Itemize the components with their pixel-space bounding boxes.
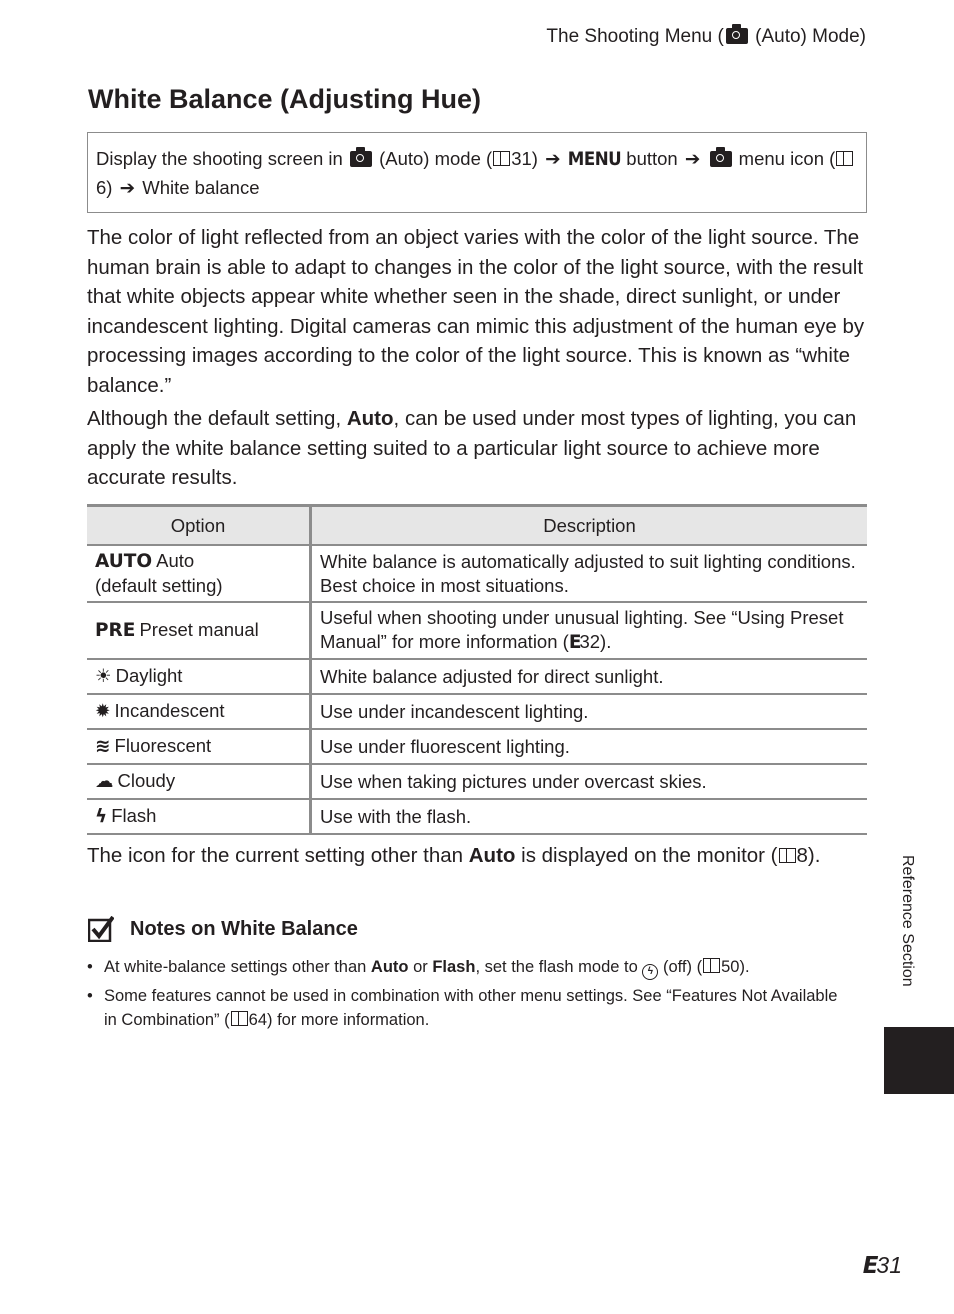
option-cell xyxy=(87,545,311,602)
description-cell: Use with the flash. xyxy=(311,799,868,834)
page-reference-icon xyxy=(493,151,510,166)
arrow-right-icon: ➔ xyxy=(119,177,136,198)
nav-text: 31) xyxy=(511,148,544,169)
intro-paragraph: The color of light reflected from an object varies with the color of the light source. The human brain is able to adapt to changes in the color of the light source, with the result that white objects appear white whether seen in the shade, direct sunlight, or under incandescent lighting. Digital cameras can mimic this adjustment of the human eye by processing images according to the color of the light source. This is known as “white balance.” xyxy=(87,226,865,397)
text: 8). xyxy=(796,844,821,867)
text: The icon for the current setting other than xyxy=(87,844,469,867)
reference-section-icon: E xyxy=(862,1253,877,1279)
option-label: Auto xyxy=(156,550,195,571)
option-cell xyxy=(87,729,311,764)
option-label: Incandescent xyxy=(114,700,225,721)
current-setting-paragraph xyxy=(87,841,867,871)
notes-heading xyxy=(88,916,358,942)
white-balance-options-table xyxy=(87,504,867,835)
cloudy-icon: ☁ xyxy=(95,771,114,792)
option-sublabel: (default setting) xyxy=(95,575,223,596)
option-cell xyxy=(87,799,311,834)
nav-text: 6) xyxy=(96,177,118,198)
table-row xyxy=(87,694,867,729)
option-label: Daylight xyxy=(115,665,183,686)
auto-term: Auto xyxy=(468,844,516,867)
option-label: Flash xyxy=(111,805,157,826)
list-item xyxy=(87,955,847,980)
text: , set the flash mode to xyxy=(475,958,643,976)
nav-text: White balance xyxy=(137,177,260,198)
nav-text: button xyxy=(621,148,683,169)
incandescent-icon: ✹ xyxy=(95,701,111,722)
text: or xyxy=(408,958,433,976)
text: Although the default setting, xyxy=(87,407,347,430)
camera-icon xyxy=(710,151,732,167)
navigation-path-box xyxy=(87,132,867,213)
option-label: Preset manual xyxy=(139,619,259,640)
description-cell: Use under incandescent lighting. xyxy=(311,694,868,729)
page-reference-icon xyxy=(779,848,796,863)
option-cell xyxy=(87,659,311,694)
description-column-header: Description xyxy=(311,506,868,546)
option-cell xyxy=(87,764,311,799)
notes-list xyxy=(87,955,847,1036)
option-label: Fluorescent xyxy=(114,735,212,756)
page-reference-icon xyxy=(703,958,720,973)
description-text: 32). xyxy=(579,631,612,652)
side-section-label: Reference Section xyxy=(899,855,916,987)
table-row xyxy=(87,545,867,602)
running-title-post: (Auto) Mode) xyxy=(749,26,866,47)
default-setting-paragraph xyxy=(87,404,867,493)
nav-text: (Auto) mode ( xyxy=(373,148,493,169)
description-cell: Use under fluorescent lighting. xyxy=(311,729,868,764)
description-cell: White balance adjusted for direct sunlight. xyxy=(311,659,868,694)
camera-icon xyxy=(726,28,748,44)
table-row xyxy=(87,729,867,764)
table-row xyxy=(87,764,867,799)
checkmark-icon xyxy=(88,916,114,942)
page-number-value: 31 xyxy=(876,1252,902,1278)
arrow-right-icon: ➔ xyxy=(545,148,561,169)
page-reference-icon xyxy=(836,151,853,166)
description-cell: Use when taking pictures under overcast skies. xyxy=(311,764,868,799)
option-label: Cloudy xyxy=(117,770,176,791)
flash-term: Flash xyxy=(432,958,476,976)
table-row xyxy=(87,659,867,694)
nav-text xyxy=(702,148,707,169)
page-title: White Balance (Adjusting Hue) xyxy=(88,84,482,114)
wb-preset-icon: PRE xyxy=(95,620,136,641)
table-row xyxy=(87,602,867,659)
text: (off) ( xyxy=(658,958,703,976)
section-tab xyxy=(884,1027,954,1094)
text: is displayed on the monitor ( xyxy=(515,844,778,867)
flash-off-icon: ϟ xyxy=(642,964,658,980)
page-reference-icon xyxy=(231,1011,248,1026)
arrow-right-icon: ➔ xyxy=(684,148,701,169)
camera-icon xyxy=(350,151,372,167)
list-item xyxy=(87,984,847,1032)
running-title-pre: The Shooting Menu ( xyxy=(546,26,724,47)
fluorescent-icon: ≋ xyxy=(95,736,111,757)
description-cell: White balance is automatically adjusted to suit lighting conditions. Best choice in most situations. xyxy=(311,545,868,602)
table-row xyxy=(87,799,867,834)
option-column-header: Option xyxy=(87,506,311,546)
daylight-icon: ☀ xyxy=(95,666,112,687)
text: At white-balance settings other than xyxy=(104,958,371,976)
nav-text: menu icon ( xyxy=(733,148,836,169)
running-header xyxy=(546,26,866,48)
auto-term: Auto xyxy=(346,407,394,430)
table-header-row xyxy=(87,506,867,546)
menu-button-icon: MENU xyxy=(567,149,622,170)
notes-heading-text: Notes on White Balance xyxy=(130,917,358,940)
option-cell xyxy=(87,602,311,659)
nav-text: Display the shooting screen in xyxy=(96,148,348,169)
text: 64) for more information. xyxy=(248,1011,430,1029)
description-cell xyxy=(311,602,868,659)
wb-auto-icon: AUTO xyxy=(95,551,153,572)
auto-term: Auto xyxy=(370,958,409,976)
flash-icon: ϟ xyxy=(95,806,108,827)
option-cell xyxy=(87,694,311,729)
reference-section-icon: E xyxy=(568,632,580,653)
page-number xyxy=(863,1252,902,1279)
description-text: Useful when shooting under unusual lighting. See “Using Preset Manual” for more information ( xyxy=(320,607,844,652)
text: , can be used under most types of lighting, you can apply the white balance setting suited to a particular light source to achieve more accurate results. xyxy=(87,407,857,490)
text: 50). xyxy=(721,958,750,976)
text: Some features cannot be used in combination with other menu settings. See “Features Not Available in Combination” ( xyxy=(104,987,838,1029)
